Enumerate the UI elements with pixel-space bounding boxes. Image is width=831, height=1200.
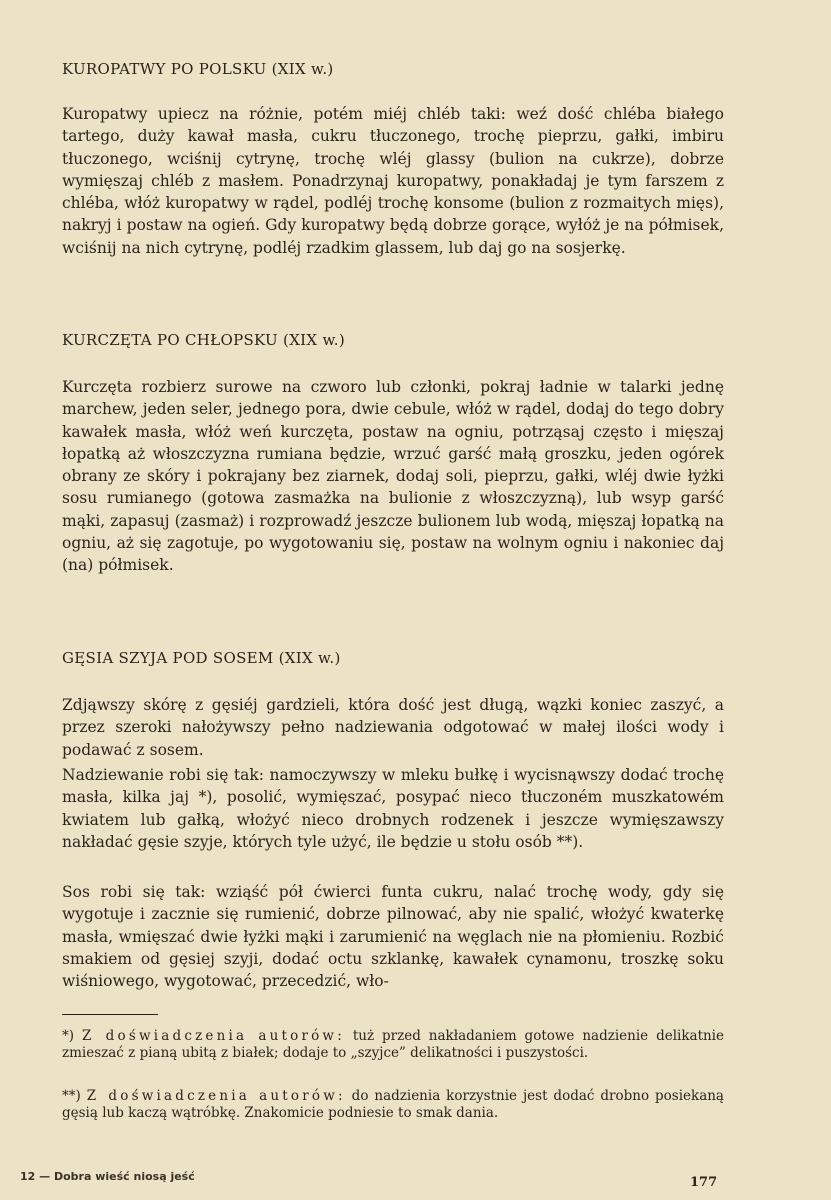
recipe-title: GĘSIA SZYJA POD SOSEM (XIX w.): [62, 649, 341, 667]
footnote-mark: *): [62, 1028, 75, 1044]
recipe-paragraph: Kuropatwy upiecz na różnie, potém miéj chléb taki: weź dość chléba białego tartego, duży kawał masła, cukru tłuczonego, trochę pieprzu, gałki, imbiru tłuczonego, wciśnij cytrynę, trochę wléj glassy (bulion na cukrze), dobrze wymięszaj chléb z masłem. Ponadrzynaj kuropatwy, ponakładaj je tym farszem z chléba, włóż kuropatwy w rądel, podléj trochę konsome (bulion z rozmaitych mięs), nakryj i postaw na ogień. Gdy kuropatwy będą dobrze gorące, wyłóż je na półmisek, wciśnij na nich cytrynę, podléj rzadkim glassem, lub daj go na sosjerkę.: [62, 105, 724, 257]
recipe-title: KUROPATWY PO POLSKU (XIX w.): [62, 60, 334, 78]
recipe-paragraph: Sos robi się tak: wziąść pół ćwierci funta cukru, nalać trochę wody, gdy się wygotuje i zacznie się rumienić, dobrze pilnować, aby nie spalić, włożyć kwaterkę masła, wmięszać dwie łyżki mąki i zarumienić na węglach nie na płomieniu. Rozbić smakiem od gęsiej szyji, dodać octu szklankę, kawałek cynamonu, troszkę soku wiśniowego, wygotować, przecedzić, wło-: [62, 883, 724, 991]
footnote-divider: [62, 1014, 158, 1015]
footnote-label: Z doświadczenia autorów:: [86, 1088, 346, 1104]
footnote: [62, 1088, 724, 1122]
footnote-text: tuż przed nakładaniem gotowe nadzienie delikatnie zmieszać z pianą ubitą z białek; dodaje to „szyjce” delikatności i puszystości.: [62, 1028, 724, 1061]
page-number: 177: [690, 1175, 718, 1190]
footnote-mark: **): [62, 1088, 81, 1104]
recipe-paragraph: Nadziewanie robi się tak: namoczywszy w mleku bułkę i wycisnąwszy dodać trochę masła, kilka jaj *), posolić, wymięszać, posypać nieco tłuczoném muszkatowém kwiatem lub gałką, włożyć nieco drobnych rodzenek i jeszcze wymięszawszy nakładać gęsie szyje, których tyle użyć, ile będzie u stołu osób **).: [62, 766, 724, 851]
signature-mark: 12 — Dobra wieść niosą jeść: [20, 1170, 195, 1183]
recipe-paragraph: Kurczęta rozbierz surowe na czworo lub członki, pokraj ładnie w talarki jednę marchew, jeden seler, jednego pora, dwie cebule, włóż w rądel, dodaj do tego dobry kawałek masła, włóż weń kurczęta, postaw na ogniu, potrząsaj często i mięszaj łopatką aż włoszczyzna rumiana będzie, wrzuć garść małą groszku, jeden ogórek obrany ze skóry i pokrajany bez ziarnek, dodaj soli, pieprzu, gałki, wléj dwie łyżki sosu rumianego (gotowa zasmażka na bulionie z włoszczyzną), lub wsyp garść mąki, zapasuj (zasmaż) i rozprowadź jeszcze bulionem lub wodą, mięszaj łopatką na ogniu, aż się zagotuje, po wygotowaniu się, postaw na wolnym ogniu i nakoniec daj (na) półmisek.: [62, 378, 724, 575]
recipe-paragraph: Zdjąwszy skórę z gęsiéj gardzieli, która dość jest długą, wązki koniec zaszyć, a przez szeroki nałożywszy pełno nadziewania odgotować w małej ilości wody i podawać z sosem.: [62, 696, 724, 759]
footnote-text: do nadzienia korzystnie jest dodać drobno posiekaną gęsią lub kaczą wątróbkę. Znakomicie podniesie to smak dania.: [62, 1088, 724, 1121]
footnote: [62, 1028, 724, 1062]
recipe-title: KURCZĘTA PO CHŁOPSKU (XIX w.): [62, 331, 346, 349]
footnote-label: Z doświadczenia autorów:: [81, 1028, 345, 1044]
